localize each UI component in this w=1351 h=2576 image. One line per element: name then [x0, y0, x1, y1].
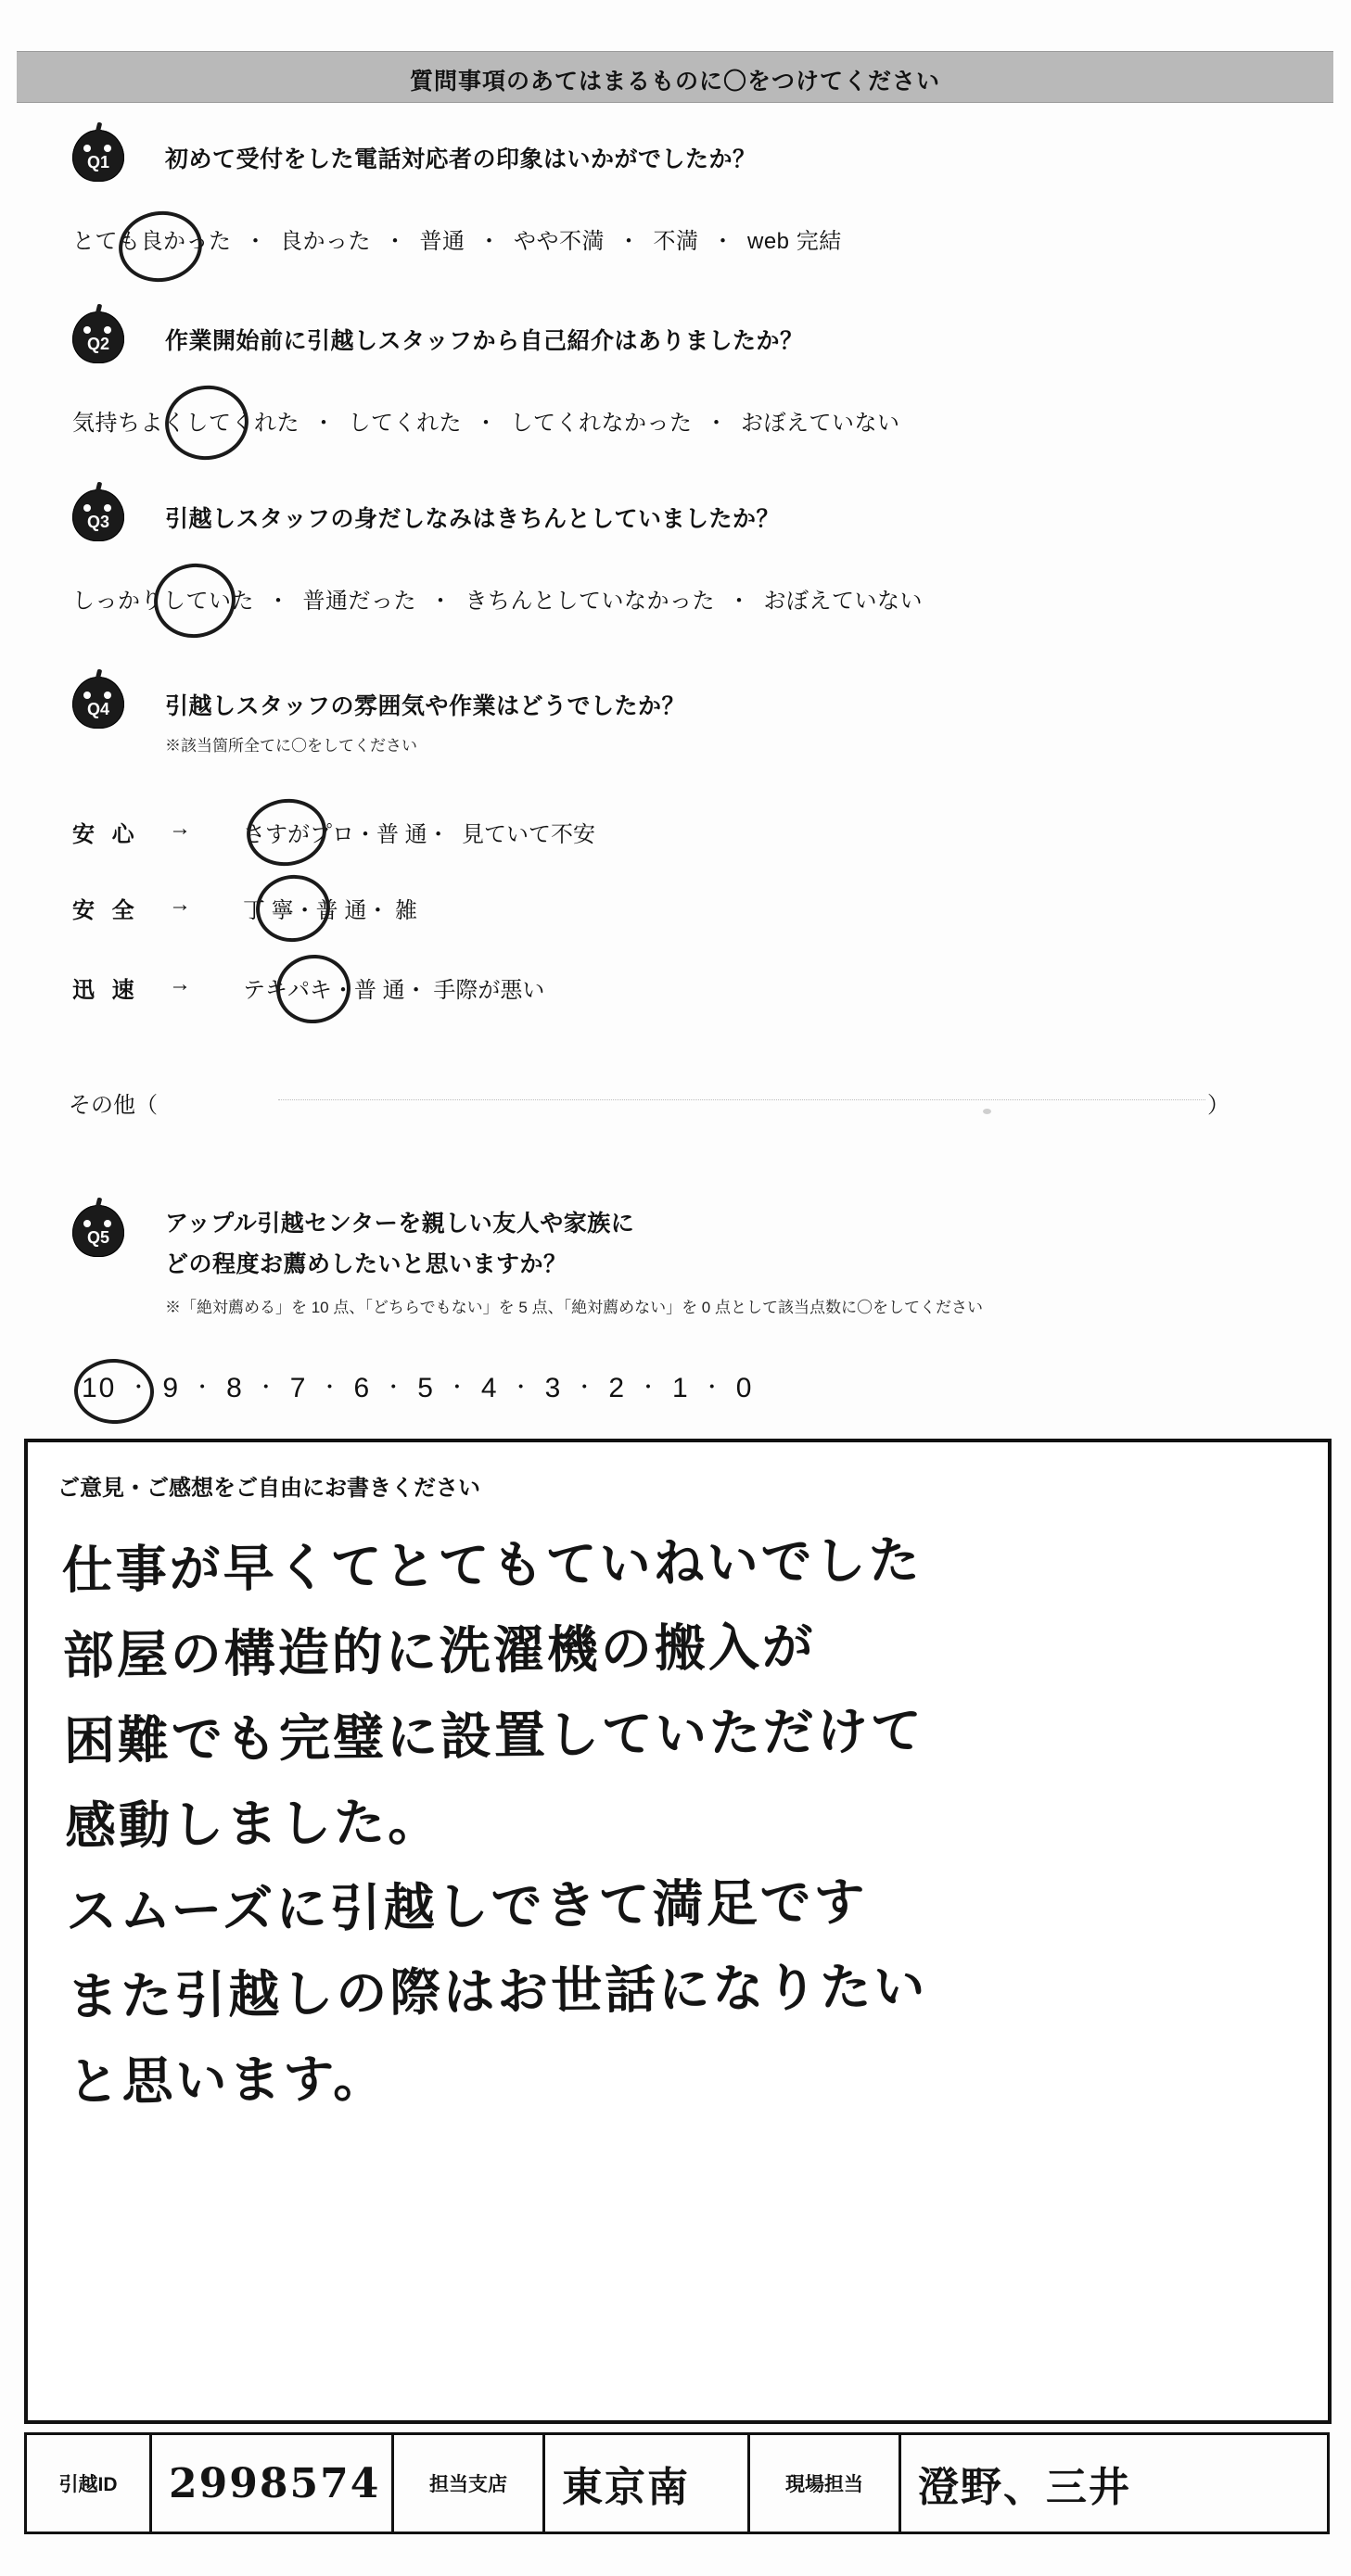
option-q2-1[interactable]: してくれた — [348, 411, 462, 436]
option-q3-0[interactable]: しっかりしていた — [72, 589, 254, 614]
answer-options-q2: 気持ちよくしてくれた ・ してくれた ・ してくれなかった ・ おぼえていない — [72, 411, 900, 436]
question-title-q5-line2: どの程度お薦めしたいと思いますか？ — [165, 1251, 567, 1277]
scale-option-2[interactable]: 2 — [608, 1373, 626, 1403]
footer-branch-label: 担当支店 — [394, 2435, 545, 2532]
ink-circle-q5 — [73, 1358, 155, 1426]
comment-line-4: 感動しました。 — [64, 1792, 442, 1857]
scale-option-8[interactable]: 8 — [226, 1373, 244, 1403]
question-badge-q4 — [72, 677, 124, 729]
q4-other-close: ） — [1207, 1093, 1230, 1118]
q4-row-options-0: さすがプロ・普 通・ 見ていて不安 — [243, 822, 596, 847]
scale-option-10[interactable]: 10 — [82, 1373, 117, 1403]
badge-label-q5: Q5 — [86, 1228, 109, 1247]
ink-circle-q4-row1 — [251, 870, 334, 946]
scale-option-7[interactable]: 7 — [289, 1373, 308, 1403]
footer-branch-value: 東京南 — [545, 2435, 750, 2532]
ink-circle-q4-row2 — [272, 950, 355, 1028]
option-q2-3[interactable]: おぼえていない — [741, 411, 900, 436]
badge-label-q4: Q4 — [86, 700, 109, 718]
q4-row-options-2: テキパキ・普 通・ 手際が悪い — [243, 978, 545, 1003]
question-title-q3: 引越しスタッフの身だしなみはきちんとしていましたか？ — [165, 506, 781, 532]
badge-eyes-icon — [72, 145, 124, 152]
question-badge-q5 — [72, 1205, 124, 1257]
comment-line-7: と思います。 — [68, 2048, 388, 2113]
option-q2-2[interactable]: してくれなかった — [510, 411, 693, 436]
option-q4-2-2[interactable]: 手際が悪い — [433, 978, 545, 1003]
question-note-q5: ※「絶対薦める」を 10 点、「どちらでもない」を 5 点、「絶対薦めない」を 0 点として該当点数に〇をしてください — [165, 1299, 983, 1316]
header-band — [17, 51, 1333, 103]
q4-row-options-1: 丁 寧・普 通・ 雑 — [243, 898, 418, 923]
question-title-q1: 初めて受付をした電話対応者の印象はいかがでしたか？ — [165, 146, 757, 172]
comment-line-6: また引越しの際はお世話になりたい — [66, 1956, 928, 2027]
scale-option-5[interactable]: 5 — [417, 1373, 435, 1403]
q5-scale: 10 ・ 9 ・ 8 ・ 7 ・ 6 ・ 5 ・ 4 ・ 3 ・ 2 ・ 1 ・ 0 — [82, 1373, 754, 1403]
q4-row-label-safety-mind: 安 心 — [72, 822, 140, 847]
option-q2-0[interactable]: 気持ちよくしてくれた — [72, 411, 300, 436]
badge-eyes-icon — [72, 504, 124, 512]
comment-line-2: 部屋の構造的に洗濯機の搬入が — [62, 1617, 817, 1686]
question-note-q4: ※該当箇所全てに〇をしてください — [165, 737, 417, 755]
ink-circle-q4-row0 — [242, 793, 330, 870]
q4-row-label-safety: 安 全 — [72, 898, 140, 923]
question-badge-q1 — [72, 130, 124, 182]
scale-option-3[interactable]: 3 — [544, 1373, 563, 1403]
ink-circle-q1 — [114, 206, 207, 287]
option-q4-1-2[interactable]: 雑 — [395, 898, 418, 923]
badge-label-q3: Q3 — [86, 513, 109, 531]
option-q4-0-2[interactable]: 見ていて不安 — [462, 822, 596, 847]
option-q1-5[interactable]: web 完結 — [747, 229, 842, 254]
option-q4-0-1[interactable]: 普 通 — [376, 822, 427, 847]
ink-circle-q3 — [149, 558, 240, 642]
q4-row-arrow-0: → — [169, 816, 191, 841]
footer-staff-label: 現場担当 — [750, 2435, 901, 2532]
footer-table — [24, 2432, 1330, 2534]
q4-other-input[interactable] — [278, 1099, 1205, 1100]
scan-speck — [983, 1109, 991, 1114]
q4-row-arrow-2: → — [169, 971, 191, 996]
option-q1-4[interactable]: 不満 — [653, 229, 699, 254]
scale-option-9[interactable]: 9 — [162, 1373, 181, 1403]
comment-line-1: 仕事が早くてとてもていねいでした — [61, 1529, 924, 1601]
comment-line-3: 困難でも完璧に設置していただけて — [63, 1700, 925, 1771]
option-q3-3[interactable]: おぼえていない — [763, 589, 923, 614]
badge-eyes-icon — [72, 326, 124, 334]
scale-option-0[interactable]: 0 — [735, 1373, 754, 1403]
option-q3-2[interactable]: きちんとしていなかった — [465, 589, 715, 614]
comment-handwriting — [61, 1513, 1293, 2125]
question-badge-q3 — [72, 489, 124, 541]
option-q1-2[interactable]: 普通 — [419, 229, 465, 254]
question-title-q2: 作業開始前に引越しスタッフから自己紹介はありましたか？ — [165, 328, 804, 354]
comment-label: ご意見・ご感想をご自由にお書きください — [57, 1476, 480, 1501]
answer-options-q3: しっかりしていた ・ 普通だった ・ きちんとしていなかった ・ おぼえていない — [72, 589, 923, 614]
footer-staff-value: 澄野、三井 — [918, 2464, 1131, 2511]
option-q4-0-0[interactable]: さすがプロ — [243, 822, 354, 847]
question-badge-q2 — [72, 311, 124, 363]
option-q1-0[interactable]: とても良かった — [72, 229, 232, 254]
comment-line-5: スムーズに引越しできて満足です — [65, 1872, 869, 1942]
option-q1-1[interactable]: 良かった — [280, 229, 371, 254]
q4-row-label-speed: 迅 速 — [72, 978, 140, 1003]
badge-label-q2: Q2 — [86, 335, 109, 353]
option-q4-1-0[interactable]: 丁 寧 — [243, 898, 294, 923]
option-q4-2-1[interactable]: 普 通 — [354, 978, 405, 1003]
scale-option-4[interactable]: 4 — [480, 1373, 499, 1403]
question-title-q5-line1: アップル引越センターを親しい友人や家族に — [165, 1211, 635, 1237]
option-q4-2-0[interactable]: テキパキ — [243, 978, 332, 1003]
badge-eyes-icon — [72, 1220, 124, 1227]
q4-row-arrow-1: → — [169, 892, 191, 917]
scale-option-6[interactable]: 6 — [353, 1373, 372, 1403]
question-title-q4: 引越しスタッフの雰囲気や作業はどうでしたか？ — [165, 693, 686, 719]
scale-option-1[interactable]: 1 — [672, 1373, 690, 1403]
option-q4-1-1[interactable]: 普 通 — [315, 898, 367, 923]
option-q3-1[interactable]: 普通だった — [302, 589, 416, 614]
option-q1-3[interactable]: やや不満 — [514, 229, 605, 254]
badge-eyes-icon — [72, 692, 124, 699]
badge-label-q1: Q1 — [86, 153, 109, 171]
page-title: 質問事項のあてはまるものに〇をつけてください — [409, 69, 940, 95]
ink-circle-q2 — [160, 380, 253, 465]
footer-id-label: 引越ID — [27, 2435, 152, 2532]
footer-id-value: 2998574 — [152, 2435, 394, 2532]
answer-options-q1: とても良かった ・ 良かった ・ 普通 ・ やや不満 ・ 不満 ・ web 完結 — [72, 229, 842, 254]
q4-other-label: その他（ — [69, 1093, 158, 1118]
